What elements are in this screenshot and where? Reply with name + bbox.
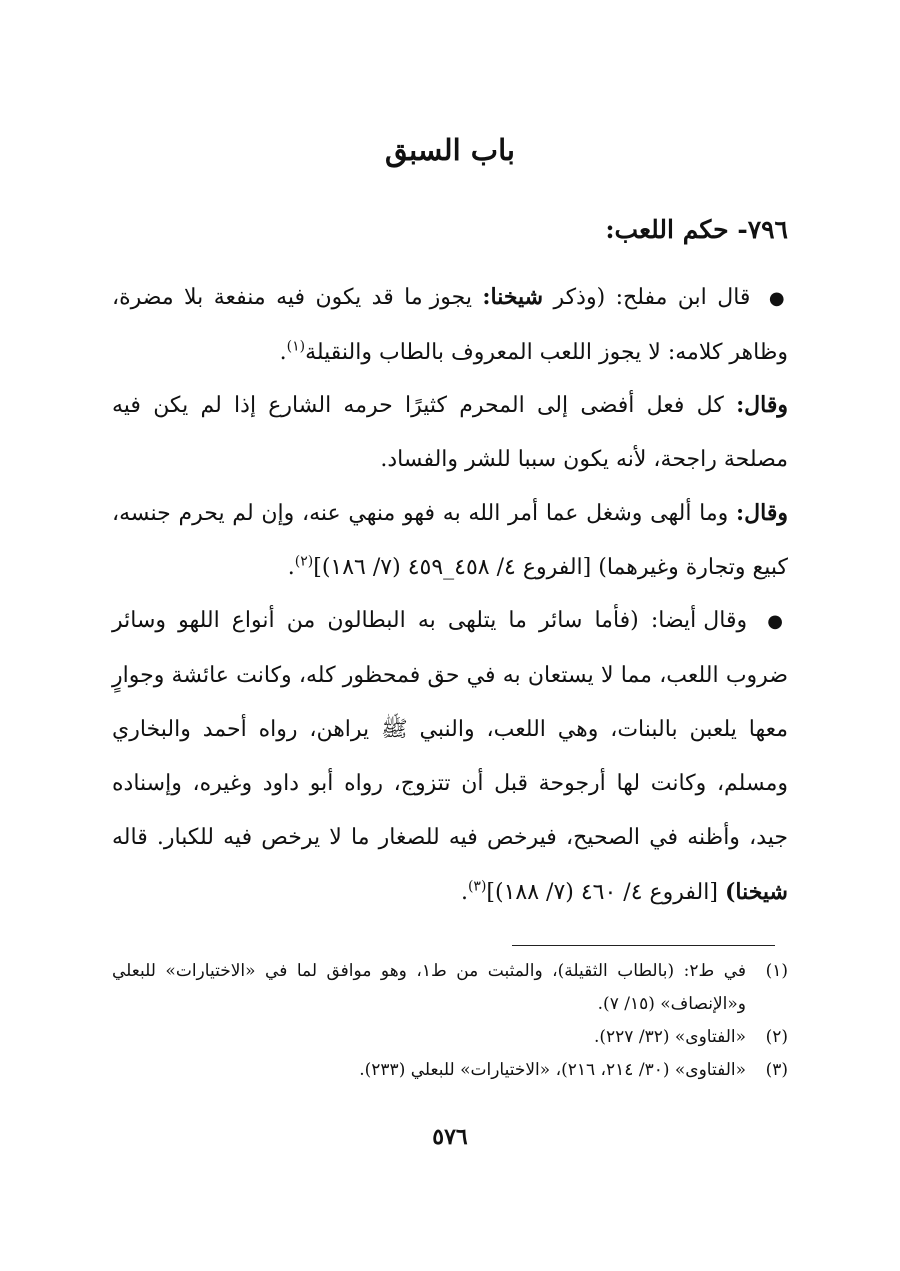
section-number: ٧٩٦-	[737, 215, 788, 244]
footnote-ref-1[interactable]: (١)	[286, 338, 306, 355]
paragraph-text: يجوز ما قد يكون فيه منفعة بلا مضرة، وظاهر كلامه: لا يجوز اللعب المعروف بالطاب والنقيلة	[112, 285, 788, 365]
footnote-number: (٣)	[765, 1060, 788, 1080]
footnote-3	[112, 1054, 788, 1087]
footnotes	[112, 955, 788, 1087]
paragraph-4	[112, 594, 788, 920]
paragraph-text: وقال أيضا: (فأما سائر ما يتلهى به البطالون من أنواع اللهو وسائر ضروب اللعب، مما لا يستعان به في حق فمحظور كله، وكانت عائشة وجوارٍ معها يلعبن بالبنات، وهي اللعب، والنبي ﷺ يراهن، رواه أحمد والبخاري ومسلم، وكانت لها أرجوحة قبل أن تتزوج، رواه أبو داود وغيره، وإسناده جيد، وأظنه في الصحيح، فيرخص فيه للصغار ما لا يرخص فيه للكبار. قاله	[112, 608, 788, 850]
citation: [الفروع ٤/ ٤٦٠ (٧/ ١٨٨)]	[486, 880, 718, 905]
bold-term: شيخنا)	[724, 879, 788, 905]
paragraph-1	[112, 270, 788, 380]
bullet-icon: ●	[767, 611, 788, 632]
bullet-icon: ●	[768, 288, 788, 309]
footnote-number: (٢)	[765, 1027, 788, 1047]
paragraph-end: .	[287, 555, 295, 580]
bold-term: شيخنا:	[482, 284, 544, 310]
section-heading	[112, 206, 788, 254]
footnote-separator	[512, 945, 775, 946]
chapter-title: باب السبق	[384, 133, 515, 167]
paragraph-end: .	[460, 880, 468, 905]
paragraph-text: كل فعل أفضى إلى المحرم كثيرًا حرمه الشارع إذا لم يكن فيه مصلحة راجحة، لأنه يكون سببا للشر والفساد.	[112, 393, 788, 472]
footnote-text: «الفتاوى» (٣٠/ ٢١٤، ٢١٦)، «الاختيارات» للبعلي (٢٣٣).	[359, 1060, 746, 1080]
footnote-1	[112, 955, 788, 1021]
section-title: حكم اللعب:	[605, 215, 729, 244]
paragraph-text: قال ابن مفلح: (وذكر	[553, 285, 751, 310]
footnote-text: «الفتاوى» (٣٢/ ٢٢٧).	[593, 1027, 746, 1047]
footnote-ref-3[interactable]: (٣)	[467, 878, 487, 895]
footnote-number: (١)	[765, 961, 788, 981]
footnote-text: في ط٢: (بالطاب الثقيلة)، والمثبت من ط١، وهو موافق لما في «الاختيارات» للبعلي و«الإنصاف» (١٥/ ٧).	[112, 961, 746, 1014]
paragraph-2	[112, 378, 788, 487]
paragraph-3	[112, 486, 788, 595]
paragraph-end: .	[279, 340, 287, 365]
bold-term: وقال:	[736, 500, 788, 526]
footnote-ref-2[interactable]: (٢)	[294, 553, 314, 570]
bold-term: وقال:	[736, 392, 789, 418]
footnote-2	[112, 1021, 788, 1054]
paragraph-text: وما ألهى وشغل عما أمر الله به فهو منهي عنه، وإن لم يحرم جنسه، كبيع وتجارة وغيرهما) [الفروع ٤/ ٤٥٨_٤٥٩ (٧/ ١٨٦)]	[112, 501, 788, 580]
page-number: ٥٧٦	[432, 1124, 468, 1150]
